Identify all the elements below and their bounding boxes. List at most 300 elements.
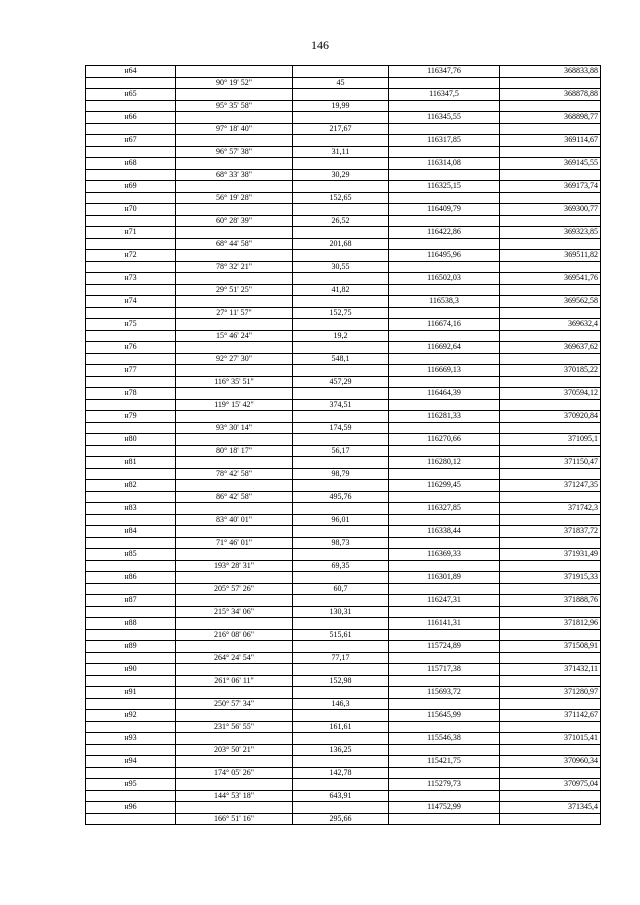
coordinate-y-cell: 371095,1 [500, 434, 601, 446]
empty-cell [389, 261, 500, 273]
empty-cell [389, 330, 500, 342]
empty-cell [176, 480, 293, 492]
coordinate-y-cell: 369145,55 [500, 158, 601, 170]
direction-angle-cell: 96° 57' 38" [176, 146, 293, 158]
direction-angle-cell: 71° 46' 01" [176, 537, 293, 549]
empty-cell [293, 802, 389, 814]
empty-cell [86, 744, 176, 756]
direction-angle-cell: 60° 28' 39" [176, 215, 293, 227]
coordinate-x-cell: 116247,31 [389, 595, 500, 607]
segment-length-cell: 31,11 [293, 146, 389, 158]
segment-row [86, 123, 601, 135]
empty-cell [389, 77, 500, 89]
empty-cell [389, 238, 500, 250]
segment-row [86, 491, 601, 503]
empty-cell [500, 445, 601, 457]
empty-cell [86, 468, 176, 480]
empty-cell [293, 779, 389, 791]
point-name-cell: н64 [86, 66, 176, 78]
empty-cell [176, 365, 293, 377]
segment-row [86, 606, 601, 618]
direction-angle-cell: 205° 57' 26" [176, 583, 293, 595]
point-row [86, 733, 601, 745]
point-row [86, 618, 601, 630]
empty-cell [389, 629, 500, 641]
point-name-cell: н65 [86, 89, 176, 101]
empty-cell [500, 606, 601, 618]
coordinate-x-cell: 116345,55 [389, 112, 500, 124]
empty-cell [86, 445, 176, 457]
empty-cell [86, 77, 176, 89]
empty-cell [86, 721, 176, 733]
empty-cell [389, 123, 500, 135]
empty-cell [176, 572, 293, 584]
segment-row [86, 790, 601, 802]
empty-cell [500, 192, 601, 204]
coordinate-y-cell: 370185,22 [500, 365, 601, 377]
empty-cell [176, 526, 293, 538]
point-name-cell: н75 [86, 319, 176, 331]
segment-row [86, 514, 601, 526]
coordinates-table-body [86, 66, 601, 825]
empty-cell [176, 181, 293, 193]
empty-cell [293, 411, 389, 423]
point-row [86, 641, 601, 653]
segment-length-cell: 30,55 [293, 261, 389, 273]
coordinate-y-cell: 370975,04 [500, 779, 601, 791]
segment-length-cell: 152,98 [293, 675, 389, 687]
segment-length-cell: 98,73 [293, 537, 389, 549]
empty-cell [500, 698, 601, 710]
coordinate-x-cell: 116347,76 [389, 66, 500, 78]
point-row [86, 664, 601, 676]
segment-row [86, 353, 601, 365]
segment-row [86, 284, 601, 296]
direction-angle-cell: 27° 11' 57" [176, 307, 293, 319]
point-row [86, 250, 601, 262]
point-row [86, 572, 601, 584]
coordinate-x-cell: 115645,99 [389, 710, 500, 722]
coordinate-y-cell: 371508,91 [500, 641, 601, 653]
point-row [86, 181, 601, 193]
direction-angle-cell: 261° 06' 11" [176, 675, 293, 687]
empty-cell [86, 422, 176, 434]
point-name-cell: н79 [86, 411, 176, 423]
coordinate-x-cell: 116674,16 [389, 319, 500, 331]
empty-cell [293, 89, 389, 101]
coordinate-x-cell: 116464,39 [389, 388, 500, 400]
coordinate-y-cell: 370920,84 [500, 411, 601, 423]
segment-length-cell: 56,17 [293, 445, 389, 457]
empty-cell [86, 284, 176, 296]
segment-length-cell: 30,29 [293, 169, 389, 181]
coordinate-y-cell: 371837,72 [500, 526, 601, 538]
segment-length-cell: 374,51 [293, 399, 389, 411]
point-name-cell: н95 [86, 779, 176, 791]
segment-length-cell: 495,76 [293, 491, 389, 503]
empty-cell [176, 273, 293, 285]
segment-row [86, 77, 601, 89]
point-name-cell: н82 [86, 480, 176, 492]
point-name-cell: н89 [86, 641, 176, 653]
direction-angle-cell: 250° 57' 34" [176, 698, 293, 710]
coordinate-x-cell: 116347,5 [389, 89, 500, 101]
direction-angle-cell: 90° 19' 52" [176, 77, 293, 89]
empty-cell [389, 583, 500, 595]
segment-row [86, 560, 601, 572]
coordinate-y-cell: 368898,77 [500, 112, 601, 124]
empty-cell [176, 342, 293, 354]
empty-cell [176, 319, 293, 331]
empty-cell [86, 261, 176, 273]
empty-cell [293, 112, 389, 124]
segment-row [86, 468, 601, 480]
segment-length-cell: 96,01 [293, 514, 389, 526]
empty-cell [293, 319, 389, 331]
empty-cell [86, 215, 176, 227]
empty-cell [176, 411, 293, 423]
point-name-cell: н86 [86, 572, 176, 584]
point-name-cell: н83 [86, 503, 176, 515]
point-name-cell: н68 [86, 158, 176, 170]
coordinate-x-cell: 115717,38 [389, 664, 500, 676]
segment-row [86, 583, 601, 595]
empty-cell [500, 261, 601, 273]
point-name-cell: н90 [86, 664, 176, 676]
empty-cell [293, 457, 389, 469]
segment-row [86, 744, 601, 756]
segment-length-cell: 295,66 [293, 813, 389, 825]
empty-cell [86, 583, 176, 595]
empty-cell [176, 250, 293, 262]
empty-cell [176, 756, 293, 768]
point-row [86, 388, 601, 400]
point-name-cell: н80 [86, 434, 176, 446]
empty-cell [293, 66, 389, 78]
empty-cell [293, 733, 389, 745]
segment-row [86, 192, 601, 204]
empty-cell [86, 123, 176, 135]
empty-cell [86, 399, 176, 411]
coordinate-y-cell: 369541,76 [500, 273, 601, 285]
coordinate-y-cell: 369511,82 [500, 250, 601, 262]
point-row [86, 112, 601, 124]
empty-cell [293, 526, 389, 538]
coordinate-y-cell: 370960,34 [500, 756, 601, 768]
coordinate-x-cell: 116299,45 [389, 480, 500, 492]
empty-cell [389, 514, 500, 526]
empty-cell [176, 89, 293, 101]
direction-angle-cell: 95° 35' 58" [176, 100, 293, 112]
empty-cell [500, 100, 601, 112]
point-name-cell: н92 [86, 710, 176, 722]
empty-cell [293, 365, 389, 377]
point-row [86, 595, 601, 607]
empty-cell [500, 560, 601, 572]
coordinate-y-cell: 369323,85 [500, 227, 601, 239]
empty-cell [86, 376, 176, 388]
point-name-cell: н73 [86, 273, 176, 285]
coordinate-y-cell: 371432,11 [500, 664, 601, 676]
point-row [86, 549, 601, 561]
direction-angle-cell: 68° 44' 58" [176, 238, 293, 250]
empty-cell [500, 307, 601, 319]
coordinate-y-cell: 370594,12 [500, 388, 601, 400]
empty-cell [86, 514, 176, 526]
point-row [86, 342, 601, 354]
empty-cell [86, 560, 176, 572]
point-row [86, 802, 601, 814]
segment-row [86, 537, 601, 549]
empty-cell [293, 296, 389, 308]
empty-cell [500, 146, 601, 158]
coordinate-x-cell: 116317,85 [389, 135, 500, 147]
empty-cell [293, 158, 389, 170]
segment-row [86, 330, 601, 342]
coordinate-y-cell: 369562,58 [500, 296, 601, 308]
point-row [86, 710, 601, 722]
point-name-cell: н96 [86, 802, 176, 814]
coordinate-y-cell: 369173,74 [500, 181, 601, 193]
point-row [86, 135, 601, 147]
coordinate-y-cell: 371888,76 [500, 595, 601, 607]
point-name-cell: н67 [86, 135, 176, 147]
point-name-cell: н78 [86, 388, 176, 400]
empty-cell [86, 330, 176, 342]
coordinate-x-cell: 116280,12 [389, 457, 500, 469]
coordinate-y-cell: 371142,67 [500, 710, 601, 722]
empty-cell [389, 468, 500, 480]
empty-cell [176, 204, 293, 216]
segment-row [86, 422, 601, 434]
empty-cell [500, 537, 601, 549]
point-name-cell: н74 [86, 296, 176, 308]
segment-length-cell: 142,78 [293, 767, 389, 779]
empty-cell [176, 779, 293, 791]
empty-cell [176, 158, 293, 170]
segment-length-cell: 136,25 [293, 744, 389, 756]
coordinate-y-cell: 368878,88 [500, 89, 601, 101]
segment-length-cell: 174,59 [293, 422, 389, 434]
empty-cell [293, 618, 389, 630]
empty-cell [500, 675, 601, 687]
direction-angle-cell: 78° 42' 58" [176, 468, 293, 480]
coordinate-x-cell: 116692,64 [389, 342, 500, 354]
segment-length-cell: 217,67 [293, 123, 389, 135]
coordinate-x-cell: 116327,85 [389, 503, 500, 515]
empty-cell [293, 595, 389, 607]
direction-angle-cell: 97° 18' 40" [176, 123, 293, 135]
empty-cell [500, 284, 601, 296]
point-name-cell: н94 [86, 756, 176, 768]
empty-cell [86, 307, 176, 319]
segment-length-cell: 19,2 [293, 330, 389, 342]
segment-length-cell: 146,3 [293, 698, 389, 710]
direction-angle-cell: 116° 35' 51" [176, 376, 293, 388]
coordinate-x-cell: 116422,86 [389, 227, 500, 239]
empty-cell [500, 468, 601, 480]
empty-cell [389, 537, 500, 549]
direction-angle-cell: 144° 53' 18" [176, 790, 293, 802]
direction-angle-cell: 215° 34' 06" [176, 606, 293, 618]
point-name-cell: н70 [86, 204, 176, 216]
point-name-cell: н81 [86, 457, 176, 469]
empty-cell [500, 123, 601, 135]
segment-length-cell: 201,68 [293, 238, 389, 250]
coordinate-y-cell: 371812,96 [500, 618, 601, 630]
empty-cell [293, 549, 389, 561]
empty-cell [293, 388, 389, 400]
coordinates-table [85, 65, 601, 825]
segment-length-cell: 98,79 [293, 468, 389, 480]
empty-cell [293, 181, 389, 193]
empty-cell [500, 514, 601, 526]
segment-length-cell: 152,65 [293, 192, 389, 204]
coordinate-y-cell: 369300,77 [500, 204, 601, 216]
empty-cell [176, 66, 293, 78]
segment-row [86, 376, 601, 388]
coordinate-x-cell: 116409,79 [389, 204, 500, 216]
coordinate-x-cell: 115693,72 [389, 687, 500, 699]
segment-length-cell: 643,91 [293, 790, 389, 802]
empty-cell [500, 652, 601, 664]
empty-cell [389, 353, 500, 365]
coordinate-y-cell: 371931,49 [500, 549, 601, 561]
direction-angle-cell: 174° 05' 26" [176, 767, 293, 779]
empty-cell [293, 756, 389, 768]
point-row [86, 687, 601, 699]
empty-cell [389, 790, 500, 802]
coordinate-x-cell: 115279,73 [389, 779, 500, 791]
empty-cell [86, 767, 176, 779]
segment-row [86, 215, 601, 227]
point-name-cell: н87 [86, 595, 176, 607]
point-row [86, 411, 601, 423]
direction-angle-cell: 231° 56' 55" [176, 721, 293, 733]
segment-row [86, 146, 601, 158]
empty-cell [389, 721, 500, 733]
empty-cell [500, 77, 601, 89]
empty-cell [176, 503, 293, 515]
empty-cell [293, 273, 389, 285]
point-name-cell: н84 [86, 526, 176, 538]
segment-row [86, 675, 601, 687]
segment-row [86, 100, 601, 112]
empty-cell [86, 652, 176, 664]
point-name-cell: н76 [86, 342, 176, 354]
coordinate-x-cell: 116502,03 [389, 273, 500, 285]
point-row [86, 227, 601, 239]
segment-row [86, 698, 601, 710]
coordinate-y-cell: 371742,3 [500, 503, 601, 515]
segment-length-cell: 152,75 [293, 307, 389, 319]
empty-cell [86, 698, 176, 710]
empty-cell [293, 687, 389, 699]
empty-cell [293, 250, 389, 262]
coordinate-y-cell: 371345,4 [500, 802, 601, 814]
coordinate-x-cell: 116270,66 [389, 434, 500, 446]
coordinate-x-cell: 114752,99 [389, 802, 500, 814]
empty-cell [389, 307, 500, 319]
empty-cell [389, 284, 500, 296]
direction-angle-cell: 92° 27' 30" [176, 353, 293, 365]
segment-length-cell: 457,29 [293, 376, 389, 388]
empty-cell [500, 491, 601, 503]
direction-angle-cell: 203° 50' 21" [176, 744, 293, 756]
direction-angle-cell: 93° 30' 14" [176, 422, 293, 434]
coordinate-y-cell: 371015,41 [500, 733, 601, 745]
coordinate-y-cell: 371915,33 [500, 572, 601, 584]
segment-row [86, 767, 601, 779]
empty-cell [389, 698, 500, 710]
coordinate-y-cell: 369632,4 [500, 319, 601, 331]
empty-cell [500, 422, 601, 434]
empty-cell [293, 434, 389, 446]
segment-row [86, 169, 601, 181]
segment-row [86, 652, 601, 664]
empty-cell [500, 376, 601, 388]
empty-cell [389, 422, 500, 434]
empty-cell [176, 549, 293, 561]
empty-cell [500, 629, 601, 641]
point-name-cell: н85 [86, 549, 176, 561]
empty-cell [176, 618, 293, 630]
empty-cell [176, 135, 293, 147]
empty-cell [86, 100, 176, 112]
empty-cell [86, 606, 176, 618]
point-row [86, 204, 601, 216]
empty-cell [176, 112, 293, 124]
empty-cell [500, 353, 601, 365]
empty-cell [389, 744, 500, 756]
page-number: 146 [311, 38, 329, 52]
empty-cell [500, 330, 601, 342]
segment-length-cell: 77,17 [293, 652, 389, 664]
empty-cell [293, 135, 389, 147]
coordinate-x-cell: 116669,13 [389, 365, 500, 377]
segment-length-cell: 130,31 [293, 606, 389, 618]
point-name-cell: н71 [86, 227, 176, 239]
empty-cell [293, 480, 389, 492]
segment-length-cell: 45 [293, 77, 389, 89]
empty-cell [389, 491, 500, 503]
empty-cell [389, 606, 500, 618]
empty-cell [293, 342, 389, 354]
empty-cell [293, 664, 389, 676]
empty-cell [500, 744, 601, 756]
point-name-cell: н93 [86, 733, 176, 745]
coordinate-x-cell: 116281,33 [389, 411, 500, 423]
coordinate-x-cell: 116325,15 [389, 181, 500, 193]
coordinate-x-cell: 116338,44 [389, 526, 500, 538]
empty-cell [389, 376, 500, 388]
point-row [86, 503, 601, 515]
empty-cell [176, 595, 293, 607]
coordinate-x-cell: 115724,89 [389, 641, 500, 653]
empty-cell [176, 710, 293, 722]
empty-cell [389, 675, 500, 687]
direction-angle-cell: 216° 08' 06" [176, 629, 293, 641]
coordinate-x-cell: 116495,96 [389, 250, 500, 262]
coordinate-x-cell: 116141,31 [389, 618, 500, 630]
empty-cell [86, 813, 176, 825]
point-row [86, 526, 601, 538]
coordinate-x-cell: 115546,38 [389, 733, 500, 745]
point-row [86, 434, 601, 446]
segment-length-cell: 60,7 [293, 583, 389, 595]
segment-row [86, 629, 601, 641]
empty-cell [176, 687, 293, 699]
